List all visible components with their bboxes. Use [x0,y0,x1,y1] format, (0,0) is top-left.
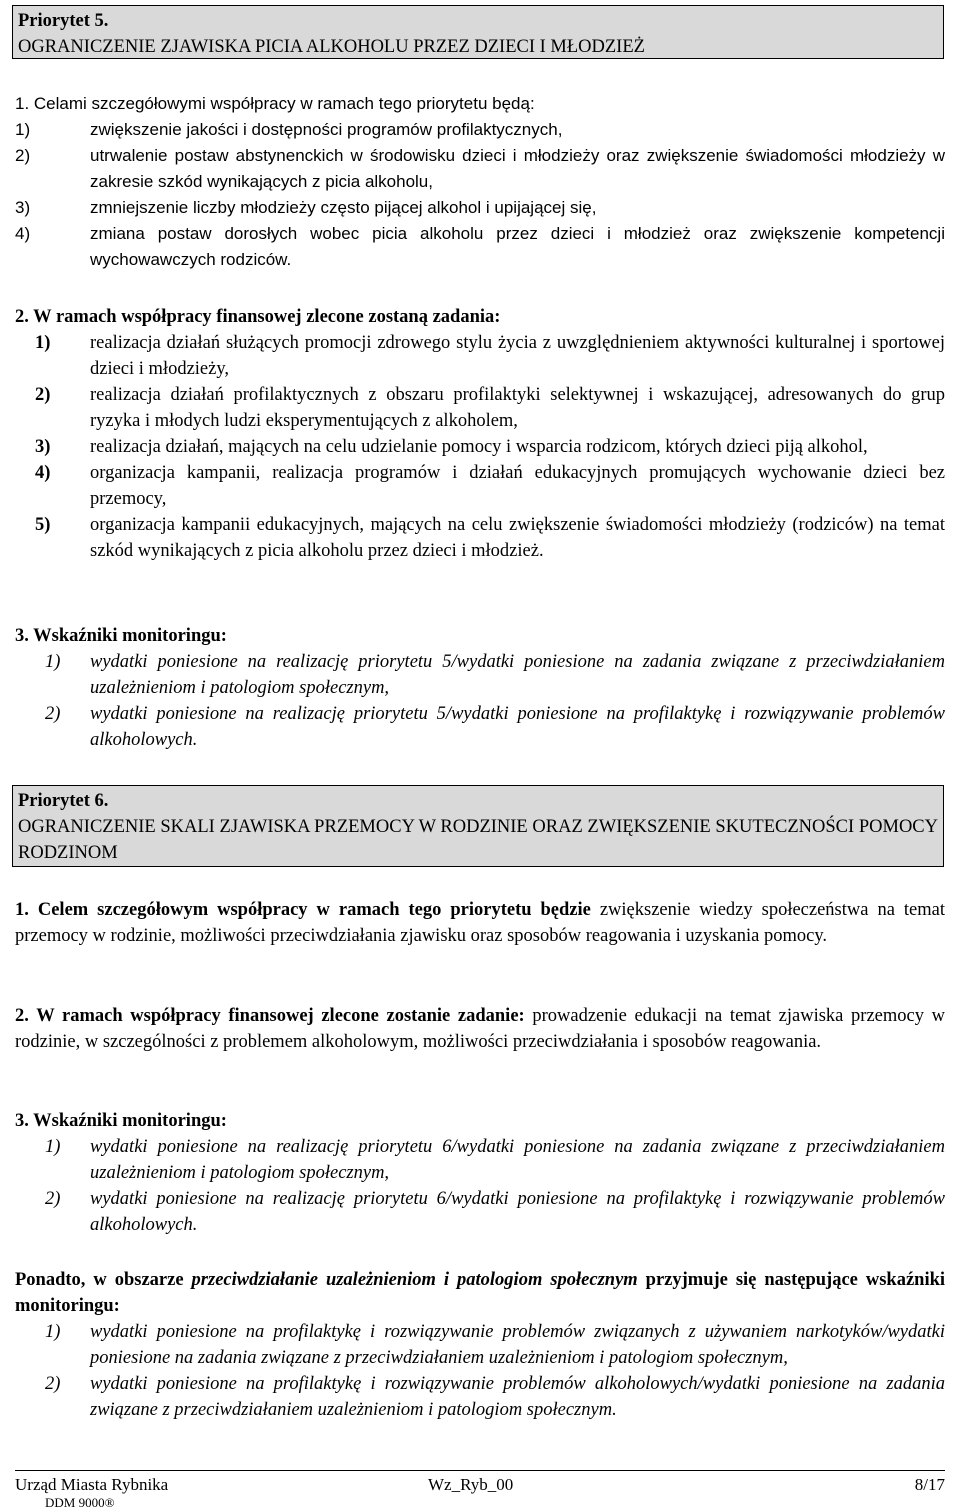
p6-section-1 [15,897,945,949]
footer-office: Urząd Miasta Rybnika [15,1475,169,1494]
p5-s2-item-3-text: realizacja działań, mających na celu udzielanie pomocy i wsparcia rodzicom, których dzieci piją alkohol, [90,437,868,457]
p5-s2-item-5-text: organizacja kampanii edukacyjnych, mających na celu zwiększenie świadomości młodzieży (rodziców) na temat szkód wynikających z picia alkoholu przez dzieci i młodzież. [90,515,945,561]
p5-s2-item-2-num: 2) [35,385,51,405]
p5-s1-heading: 1. Celami szczegółowymi współpracy w ramach tego priorytetu będą: [15,94,535,113]
p5-s1-item-3 [15,195,945,221]
p6-extra-item-2-num: 2) [45,1374,61,1394]
p5-s2-item-4-num: 4) [35,463,51,483]
p5-s2-item-1-num: 1) [35,333,51,353]
p5-s3-item-2-num: 2) [45,704,61,724]
p6-extra-item-1-text: wydatki poniesione na profilaktykę i rozwiązywanie problemów związanych z używaniem narkotyków/wydatki poniesione na zadania związane z przeciwdziałaniem uzależnieniom i patologiom społecznym, [90,1322,945,1368]
p5-s2-item-3-num: 3) [35,437,51,457]
p5-s3-heading: 3. Wskaźniki monitoringu: [15,626,227,646]
p6-extra-item-2-text: wydatki poniesione na profilaktykę i rozwiązywanie problemów alkoholowych/wydatki poniesione na zadania związane z przeciwdziałaniem uzależnieniom i patologiom społecznym. [90,1374,945,1420]
p5-s2-item-1 [15,330,945,382]
p5-s2-item-2-text: realizacja działań profilaktycznych z obszaru profilaktyki selektywnej i wskazującej, adresowanych do grup ryzyka i młodych ludzi eksperymentujących z alkoholem, [90,385,945,431]
p5-s3-item-1-num: 1) [45,652,61,672]
p6-extra-item-2 [15,1371,945,1423]
p5-section-2 [15,304,945,564]
footer-ddm: DDM 9000® [45,1495,115,1510]
p6-s1-heading: 1. Celem szczegółowym współpracy w ramach tego priorytetu będzie [15,900,591,920]
p5-s3-item-1-text: wydatki poniesione na realizację priorytetu 5/wydatki poniesione na zadania związane z przeciwdziałaniem uzależnieniom i patologiom społecznym, [90,652,945,698]
p5-s1-item-2-text: utrwalenie postaw abstynenckich w środowisku dzieci i młodzieży oraz zwiększenie świadomości młodzieży w zakresie szkód wynikających z picia alkoholu, [90,146,945,191]
p6-extra-bold-2: przyjmuje się następujące wskaźniki monitoringu: [15,1270,946,1316]
p6-extra-italic: przeciwdziałanie uzależnieniom i patologiom społecznym [191,1270,638,1290]
p6-s3-item-1-num: 1) [45,1137,61,1157]
p5-s1-item-4 [15,221,945,273]
p5-s2-heading: 2. W ramach współpracy finansowej zlecone zostaną zadania: [15,307,501,327]
priority-5-title: Priorytet 5. [18,11,109,31]
p5-s1-item-2-num: 2) [15,146,31,165]
p6-s3-item-2-num: 2) [45,1189,61,1209]
p6-extra-bold-1: Ponadto, w obszarze [15,1270,184,1290]
p5-s1-item-3-text: zmniejszenie liczby młodzieży często pijącej alkohol i upijającej się, [90,198,597,217]
p6-extra-item-1 [15,1319,945,1371]
p6-extra-item-1-num: 1) [45,1322,61,1342]
priority-6-title: Priorytet 6. [18,791,109,811]
footer-doc-code: Wz_Ryb_00 [428,1475,514,1494]
p6-s2-heading: 2. W ramach współpracy finansowej zlecone zostanie zadanie: [15,1006,525,1026]
p6-s1-text: zwiększenie wiedzy społeczeństwa na temat przemocy w rodzinie, możliwości przeciwdziałania zjawisku oraz sposobów reagowania i uzyskania pomocy. [15,900,945,946]
p5-s2-item-5-num: 5) [35,515,51,535]
p6-section-3 [15,1108,945,1238]
p5-s2-item-5 [15,512,945,564]
priority-6-subtitle: OGRANICZENIE SKALI ZJAWISKA PRZEMOCY W RODZINIE ORAZ ZWIĘKSZENIE SKUTECZNOŚCI POMOCY RODZINOM [18,817,938,863]
p6-s3-item-1 [15,1134,945,1186]
priority-6-header [12,785,944,867]
p6-extra-section [15,1267,945,1423]
p5-s2-item-4 [15,460,945,512]
p5-s1-item-3-num: 3) [15,198,31,217]
p5-section-1 [15,91,945,273]
p5-s2-item-1-text: realizacja działań służących promocji zdrowego stylu życia z uwzględnieniem aktywności kulturalnej i sportowej dzieci i młodzieży, [90,333,945,379]
p6-extra-heading [15,1267,945,1319]
p5-s1-item-2 [15,143,945,195]
footer-page-number: 8/17 [914,1475,945,1494]
page-footer [15,1470,945,1510]
p5-s1-item-1-text: zwiększenie jakości i dostępności programów profilaktycznych, [90,120,563,139]
p6-s3-heading: 3. Wskaźniki monitoringu: [15,1111,227,1131]
p5-s1-item-4-text: zmiana postaw dorosłych wobec picia alkoholu przez dzieci i młodzież oraz zwiększenie kompetencji wychowawczych rodziców. [90,224,945,269]
p6-s2-text: prowadzenie edukacji na temat zjawiska przemocy w rodzinie, w szczególności z problemem alkoholowym, możliwości przeciwdziałania i sposobów reagowania. [15,1006,945,1052]
p5-s3-item-1 [15,649,945,701]
p5-s1-item-1-num: 1) [15,120,31,139]
p5-section-3 [15,623,945,753]
p5-s1-item-1 [15,117,945,143]
p5-s1-item-4-num: 4) [15,224,31,243]
p5-s2-item-4-text: organizacja kampanii, realizacja programów i działań edukacyjnych promujących wychowanie dzieci bez przemocy, [90,463,945,509]
p5-s2-item-2 [15,382,945,434]
p5-s3-item-2 [15,701,945,753]
p6-s3-item-1-text: wydatki poniesione na realizację priorytetu 6/wydatki poniesione na zadania związane z przeciwdziałaniem uzależnieniom i patologiom społecznym, [90,1137,945,1183]
priority-5-header [12,5,944,59]
p6-section-2 [15,1003,945,1055]
p5-s2-item-3 [15,434,945,460]
p6-s3-item-2-text: wydatki poniesione na realizację priorytetu 6/wydatki poniesione na profilaktykę i rozwiązywanie problemów alkoholowych. [90,1189,945,1235]
priority-5-subtitle: OGRANICZENIE ZJAWISKA PICIA ALKOHOLU PRZEZ DZIECI I MŁODZIEŻ [18,37,645,57]
p5-s3-item-2-text: wydatki poniesione na realizację priorytetu 5/wydatki poniesione na profilaktykę i rozwiązywanie problemów alkoholowych. [90,704,945,750]
p6-s3-item-2 [15,1186,945,1238]
